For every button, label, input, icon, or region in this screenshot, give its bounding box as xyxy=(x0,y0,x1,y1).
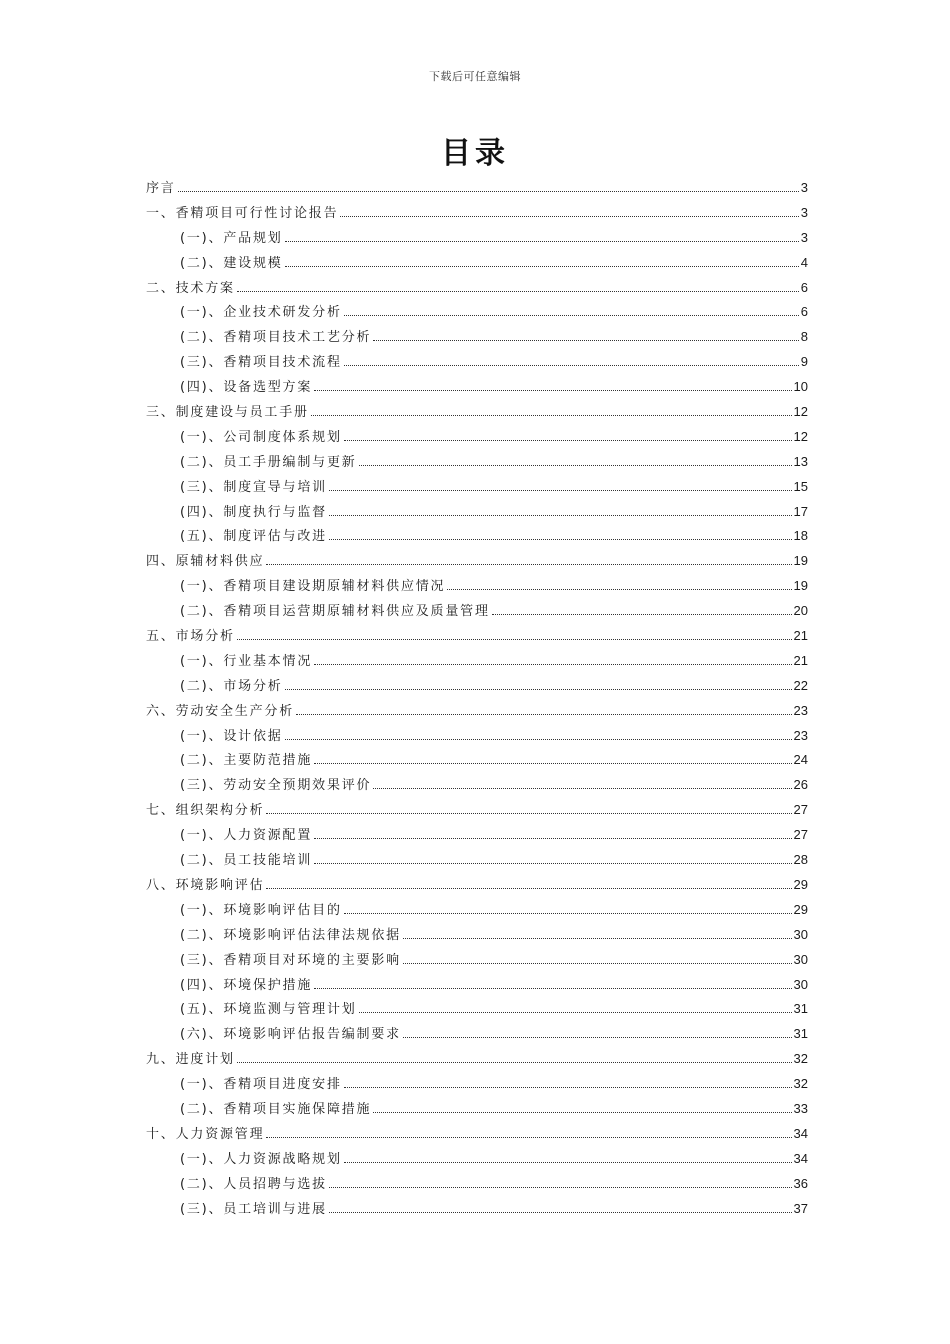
toc-entry-label: 六、劳动安全生产分析 xyxy=(146,703,295,719)
toc-entry-page-number: 27 xyxy=(793,802,808,818)
toc-entry-label: 十、人力资源管理 xyxy=(146,1126,265,1142)
toc-entry[interactable] xyxy=(146,425,808,450)
toc-entry-label: (六)、环境影响评估报告编制要求 xyxy=(180,1027,401,1043)
toc-dot-leader xyxy=(329,1211,792,1213)
toc-dot-leader xyxy=(344,1086,792,1088)
toc-entry-page-number: 33 xyxy=(793,1100,808,1116)
toc-dot-leader xyxy=(344,912,792,914)
table-of-contents xyxy=(146,176,808,1221)
toc-dot-leader xyxy=(403,962,792,964)
toc-entry[interactable] xyxy=(146,574,808,599)
toc-entry-label: 七、组织架构分析 xyxy=(146,803,265,819)
toc-dot-leader xyxy=(314,762,791,764)
toc-entry-label: 三、制度建设与员工手册 xyxy=(146,405,309,421)
toc-entry-page-number: 26 xyxy=(793,777,808,793)
toc-entry[interactable] xyxy=(146,873,808,898)
toc-entry-label: (一)、香精项目建设期原辅材料供应情况 xyxy=(180,579,446,595)
toc-entry-page-number: 9 xyxy=(800,354,808,370)
toc-entry[interactable] xyxy=(146,624,808,649)
toc-entry[interactable] xyxy=(146,500,808,525)
toc-entry-page-number: 21 xyxy=(793,628,808,644)
toc-entry[interactable] xyxy=(146,549,808,574)
toc-dot-leader xyxy=(314,987,791,989)
toc-entry-page-number: 30 xyxy=(793,976,808,992)
toc-entry[interactable] xyxy=(146,276,808,301)
toc-entry-label: (二)、香精项目技术工艺分析 xyxy=(180,330,372,346)
toc-dot-leader xyxy=(373,1111,791,1113)
toc-entry-page-number: 19 xyxy=(793,578,808,594)
toc-entry-label: 二、技术方案 xyxy=(146,280,235,296)
toc-dot-leader xyxy=(314,837,791,839)
toc-entry-page-number: 15 xyxy=(793,478,808,494)
toc-entry[interactable] xyxy=(146,649,808,674)
toc-entry[interactable] xyxy=(146,898,808,923)
toc-entry[interactable] xyxy=(146,325,808,350)
toc-entry-page-number: 3 xyxy=(800,204,808,220)
toc-entry[interactable] xyxy=(146,1047,808,1072)
toc-entry-page-number: 27 xyxy=(793,827,808,843)
toc-dot-leader xyxy=(329,489,792,491)
toc-entry-page-number: 34 xyxy=(793,1125,808,1141)
toc-entry-label: (一)、香精项目进度安排 xyxy=(180,1077,342,1093)
toc-entry-page-number: 37 xyxy=(793,1200,808,1216)
toc-entry-label: (二)、香精项目运营期原辅材料供应及质量管理 xyxy=(180,604,490,620)
toc-entry-page-number: 24 xyxy=(793,752,808,768)
toc-entry[interactable] xyxy=(146,1122,808,1147)
toc-dot-leader xyxy=(359,1011,792,1013)
toc-entry-page-number: 22 xyxy=(793,677,808,693)
toc-entry-label: 八、环境影响评估 xyxy=(146,877,265,893)
toc-dot-leader xyxy=(344,314,799,316)
toc-dot-leader xyxy=(237,290,799,292)
toc-entry[interactable] xyxy=(146,524,808,549)
toc-entry-label: (二)、市场分析 xyxy=(180,678,283,694)
toc-dot-leader xyxy=(373,787,791,789)
toc-entry-label: (三)、劳动安全预期效果评价 xyxy=(180,778,372,794)
toc-dot-leader xyxy=(329,538,792,540)
toc-entry-label: (二)、香精项目实施保障措施 xyxy=(180,1101,372,1117)
toc-entry-page-number: 20 xyxy=(793,603,808,619)
toc-entry-label: (一)、环境影响评估目的 xyxy=(180,902,342,918)
toc-entry-page-number: 31 xyxy=(793,1001,808,1017)
toc-dot-leader xyxy=(266,563,791,565)
toc-entry-page-number: 13 xyxy=(793,453,808,469)
toc-entry-page-number: 3 xyxy=(800,180,808,195)
toc-entry-label: (三)、制度宣导与培训 xyxy=(180,479,327,495)
toc-entry[interactable] xyxy=(146,1022,808,1047)
toc-dot-leader xyxy=(296,713,792,715)
toc-entry[interactable] xyxy=(146,948,808,973)
toc-entry-label: (三)、香精项目技术流程 xyxy=(180,355,342,371)
toc-entry[interactable] xyxy=(146,748,808,773)
toc-dot-leader xyxy=(314,389,791,391)
toc-entry-label: 五、市场分析 xyxy=(146,629,235,645)
toc-entry-label: (二)、员工手册编制与更新 xyxy=(180,454,357,470)
toc-entry[interactable] xyxy=(146,300,808,325)
toc-dot-leader xyxy=(266,812,791,814)
toc-dot-leader xyxy=(373,339,798,341)
toc-dot-leader xyxy=(285,265,799,267)
toc-entry[interactable] xyxy=(146,599,808,624)
toc-dot-leader xyxy=(314,663,791,665)
toc-dot-leader xyxy=(285,688,792,690)
toc-entry[interactable] xyxy=(146,226,808,251)
toc-entry-label: (五)、环境监测与管理计划 xyxy=(180,1002,357,1018)
toc-entry-label: (四)、环境保护措施 xyxy=(180,977,313,993)
toc-entry-label: 四、原辅材料供应 xyxy=(146,554,265,570)
toc-entry-label: (一)、人力资源战略规划 xyxy=(180,1151,342,1167)
toc-entry-label: (一)、设计依据 xyxy=(180,728,283,744)
toc-entry[interactable] xyxy=(146,724,808,749)
toc-entry-label: (三)、员工培训与进展 xyxy=(180,1201,327,1217)
toc-entry-label: (二)、员工技能培训 xyxy=(180,853,313,869)
header-note: 下载后可任意编辑 xyxy=(429,70,521,83)
toc-entry-page-number: 6 xyxy=(800,304,808,320)
toc-entry-label: (二)、建设规模 xyxy=(180,255,283,271)
toc-entry-label: (一)、企业技术研发分析 xyxy=(180,305,342,321)
toc-dot-leader xyxy=(403,1036,792,1038)
toc-entry[interactable] xyxy=(146,1097,808,1122)
toc-entry-page-number: 6 xyxy=(800,279,808,295)
toc-dot-leader xyxy=(340,215,798,217)
toc-dot-leader xyxy=(178,190,799,192)
toc-entry-label: (一)、人力资源配置 xyxy=(180,828,313,844)
toc-dot-leader xyxy=(329,514,792,516)
toc-entry-label: (三)、香精项目对环境的主要影响 xyxy=(180,952,401,968)
toc-dot-leader xyxy=(285,738,792,740)
toc-dot-leader xyxy=(329,1186,792,1188)
toc-entry[interactable] xyxy=(146,176,808,201)
toc-entry[interactable] xyxy=(146,1172,808,1197)
toc-dot-leader xyxy=(344,1161,792,1163)
toc-entry-label: (一)、产品规划 xyxy=(180,230,283,246)
toc-entry[interactable] xyxy=(146,798,808,823)
toc-entry[interactable] xyxy=(146,973,808,998)
toc-entry[interactable] xyxy=(146,1197,808,1222)
toc-entry-page-number: 12 xyxy=(793,428,808,444)
toc-entry-page-number: 30 xyxy=(793,951,808,967)
toc-entry-label: 一、香精项目可行性讨论报告 xyxy=(146,205,339,221)
toc-dot-leader xyxy=(403,937,792,939)
toc-entry[interactable] xyxy=(146,251,808,276)
toc-entry-page-number: 32 xyxy=(793,1076,808,1092)
toc-entry-page-number: 19 xyxy=(793,553,808,569)
toc-dot-leader xyxy=(314,862,791,864)
toc-dot-leader xyxy=(447,588,791,590)
toc-entry-page-number: 21 xyxy=(793,652,808,668)
toc-entry-page-number: 29 xyxy=(793,901,808,917)
toc-entry[interactable] xyxy=(146,375,808,400)
toc-entry-page-number: 12 xyxy=(793,404,808,420)
page-title: 目录 xyxy=(441,136,509,171)
toc-entry[interactable] xyxy=(146,450,808,475)
toc-entry-page-number: 36 xyxy=(793,1175,808,1191)
toc-entry-page-number: 3 xyxy=(800,229,808,245)
toc-entry[interactable] xyxy=(146,848,808,873)
toc-entry[interactable] xyxy=(146,674,808,699)
toc-dot-leader xyxy=(344,364,799,366)
toc-dot-leader xyxy=(237,1061,792,1063)
toc-entry[interactable] xyxy=(146,773,808,798)
toc-dot-leader xyxy=(359,464,792,466)
toc-entry-label: 九、进度计划 xyxy=(146,1052,235,1068)
toc-entry[interactable] xyxy=(146,1147,808,1172)
toc-dot-leader xyxy=(285,240,799,242)
toc-entry-page-number: 34 xyxy=(793,1150,808,1166)
toc-entry-page-number: 8 xyxy=(800,329,808,345)
toc-entry-page-number: 32 xyxy=(793,1051,808,1067)
toc-entry-label: (五)、制度评估与改进 xyxy=(180,529,327,545)
toc-entry-page-number: 30 xyxy=(793,926,808,942)
toc-entry-page-number: 23 xyxy=(793,727,808,743)
toc-dot-leader xyxy=(344,439,792,441)
toc-dot-leader xyxy=(311,414,792,416)
toc-entry[interactable] xyxy=(146,400,808,425)
toc-dot-leader xyxy=(237,638,792,640)
toc-entry[interactable] xyxy=(146,997,808,1022)
toc-entry-page-number: 4 xyxy=(800,254,808,270)
toc-entry[interactable] xyxy=(146,823,808,848)
toc-entry[interactable] xyxy=(146,699,808,724)
toc-entry-label: (一)、行业基本情况 xyxy=(180,653,313,669)
toc-entry-page-number: 29 xyxy=(793,876,808,892)
toc-entry-page-number: 10 xyxy=(793,379,808,395)
toc-entry-label: (二)、人员招聘与选拔 xyxy=(180,1176,327,1192)
toc-entry-page-number: 23 xyxy=(793,702,808,718)
toc-entry-label: (一)、公司制度体系规划 xyxy=(180,429,342,445)
toc-entry-page-number: 28 xyxy=(793,852,808,868)
toc-entry-label: (四)、设备选型方案 xyxy=(180,380,313,396)
toc-entry-page-number: 18 xyxy=(793,528,808,544)
toc-entry-label: (二)、环境影响评估法律法规依据 xyxy=(180,927,401,943)
toc-entry-page-number: 17 xyxy=(793,503,808,519)
toc-entry[interactable] xyxy=(146,1072,808,1097)
toc-dot-leader xyxy=(266,887,791,889)
toc-entry[interactable] xyxy=(146,350,808,375)
toc-entry-label: (四)、制度执行与监督 xyxy=(180,504,327,520)
toc-entry-label: (二)、主要防范措施 xyxy=(180,753,313,769)
toc-dot-leader xyxy=(492,613,792,615)
toc-entry-page-number: 31 xyxy=(793,1026,808,1042)
toc-entry[interactable] xyxy=(146,201,808,226)
toc-entry[interactable] xyxy=(146,475,808,500)
toc-entry-label: 序言 xyxy=(146,181,176,196)
toc-entry[interactable] xyxy=(146,923,808,948)
toc-dot-leader xyxy=(266,1136,791,1138)
